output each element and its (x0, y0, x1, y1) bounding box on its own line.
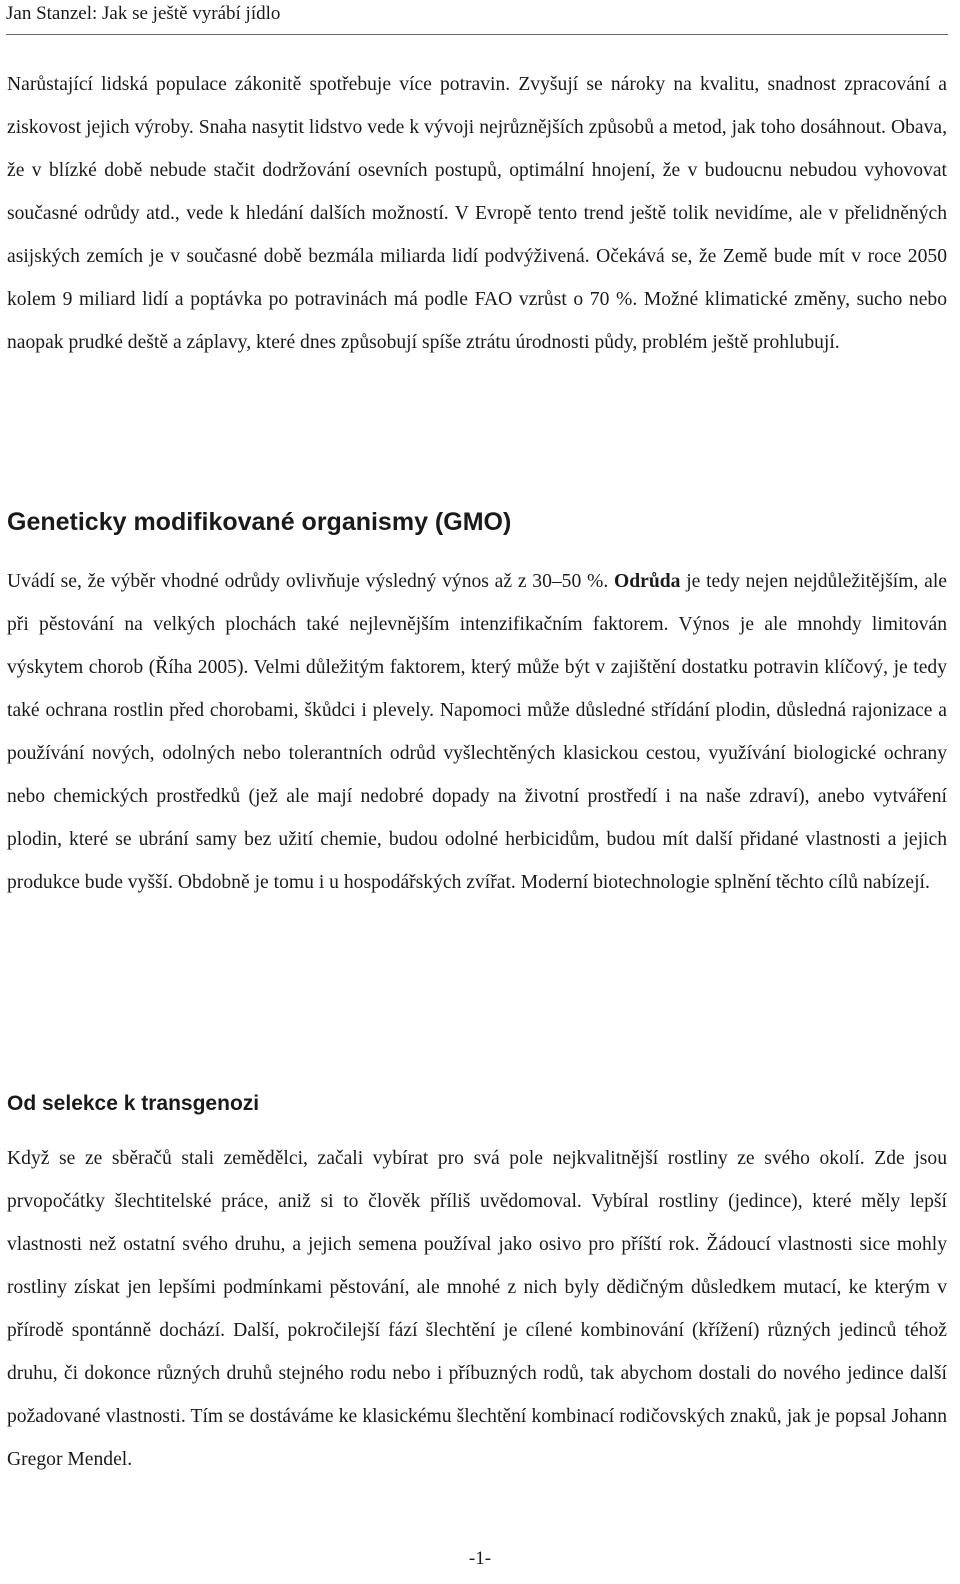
gmo-text-start: Uvádí se, že výběr vhodné odrůdy ovlivňuje výsledný výnos až z 30–50 %. (7, 571, 615, 592)
gmo-text-rest: je tedy nejen nejdůležitějším, ale při pěstování na velkých plochách také nejlevnějším intenzifikačním faktorem. Výnos je ale mnohdy limitován výskytem chorob (Říha 2005). Velmi důležitým faktorem, který může být v zajištění dostatku potravin klíčový, je tedy také ochrana rostlin před chorobami, škůdci i plevely. Napomoci může důsledné střídání plodin, důsledná rajonizace a používání nových, odolných nebo tolerantních odrůd vyšlechtěných klasickou cestou, využívání biologické ochrany nebo chemických prostředků (jež ale mají nedobré dopady na životní prostředí i na naše zdraví), anebo vytváření plodin, které se ubrání samy bez užití chemie, budou odolné herbicidům, budou mít další přidané vlastnosti a jejich produkce bude vyšší. Obdobně je tomu i u hospodářských zvířat. Moderní biotechnologie splnění těchto cílů nabízejí. (7, 571, 947, 893)
intro-paragraph: Narůstající lidská populace zákonitě spotřebuje více potravin. Zvyšují se nároky na kvalitu, snadnost zpracování a ziskovost jejich výroby. Snaha nasytit lidstvo vede k vývoji nejrůznějších způsobů a metod, jak toho dosáhnout. Obava, že v blízké době nebude stačit dodržování osevních postupů, optimální hnojení, že v budoucnu nebudou vyhovovat současné odrůdy atd., vede k hledání dalších možností. V Evropě tento trend ještě tolik nevidíme, ale v přelidněných asijských zemích je v současné době bezmála miliarda lidí podvýživená. Očekává se, že Země bude mít v roce 2050 kolem 9 miliard lidí a poptávka po potravinách má podle FAO vzrůst o 70 %. Možné klimatické změny, sucho nebo naopak prudké deště a záplavy, které dnes způsobují spíše ztrátu úrodnosti půdy, problém ještě prohlubují. (7, 74, 947, 353)
header-divider (6, 34, 948, 35)
section-heading-selection: Od selekce k transgenozi (7, 1092, 260, 1115)
term-odruda: Odrůda (614, 571, 681, 592)
section-heading-gmo: Geneticky modifikované organismy (GMO) (7, 508, 512, 536)
page-number: -1- (468, 1548, 492, 1569)
gmo-paragraph (7, 560, 947, 904)
selection-paragraph: Když se ze sběračů stali zemědělci, začali vybírat pro svá pole nejkvalitnější rostliny ze svého okolí. Zde jsou prvopočátky šlechtitelské práce, aniž si to člověk příliš uvědomoval. Vybíral rostliny (jedince), které měly lepší vlastnosti než ostatní svého druhu, a jejich semena používal jako osivo pro příští rok. Žádoucí vlastnosti sice mohly rostliny získat jen lepšími podmínkami pěstování, ale mnohé z nich byly dědičným důsledkem mutací, ke kterým v přírodě spontánně dochází. Další, pokročilejší fází šlechtění je cílené kombinování (křížení) různých jedinců téhož druhu, či dokonce různých druhů stejného rodu nebo i příbuzných rodů, tak abychom dostali do nového jedince další požadované vlastnosti. Tím se dostáváme ke klasickému šlechtění kombinací rodičovských znaků, jak je popsal Johann Gregor Mendel. (7, 1148, 947, 1470)
running-header: Jan Stanzel: Jak se ještě vyrábí jídlo (6, 3, 281, 24)
